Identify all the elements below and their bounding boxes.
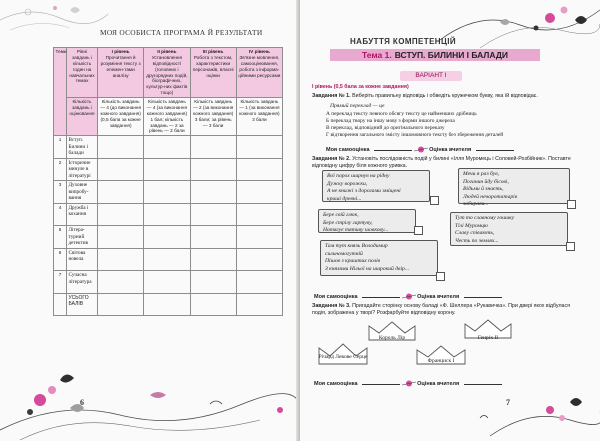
teacher-score-field[interactable]: [464, 297, 502, 298]
floral-ornament-top-left: [0, 0, 110, 45]
task1-option-b[interactable]: Б переклад твору на іншу мову з форми іншого джерела: [326, 118, 455, 124]
score-cell[interactable]: [98, 226, 144, 249]
score-cell[interactable]: [190, 158, 236, 181]
level-heading: I рівень (0,5 бала за кожне завдання): [312, 84, 409, 90]
table-row-total: [54, 293, 283, 316]
answer-box[interactable]: [566, 242, 575, 251]
table-row: [54, 158, 283, 181]
task3-text: Пригадайте сторінку основу баладі «Ф. Шеллера «Рукавичка». При двері якох відбулася подія, зображена у творі? Розфарбуйте відповідну корону.: [312, 303, 570, 316]
score-cell[interactable]: [98, 203, 144, 226]
table-row: [54, 136, 283, 159]
floral-ornament-bottom-left: [0, 360, 300, 441]
score-cell[interactable]: [98, 248, 144, 271]
score-cell[interactable]: [190, 203, 236, 226]
score-cell[interactable]: [190, 248, 236, 271]
score-cell[interactable]: [236, 248, 282, 271]
excerpt-scroll-4: Тут то славному гошику Тілі Муромцю Славу співають, Честь по землях...: [450, 212, 568, 246]
score-cell[interactable]: [144, 248, 190, 271]
col-tema-header: Теми: [54, 48, 67, 136]
excerpt-scroll-5: Там тут князь Володимир сильномогутній Пішов з криштих полів З князями Нільої на широкий двір...: [320, 240, 438, 276]
task1-option-a[interactable]: А переклад тексту певного обсягу тексту це найменших дрібниць: [326, 111, 477, 117]
score-cell[interactable]: [144, 136, 190, 159]
floral-ornament-bottom-right: [300, 388, 600, 441]
answer-box[interactable]: [567, 200, 576, 209]
row-topic: Історичне минуле в літературі: [67, 158, 98, 181]
score-cell[interactable]: [236, 226, 282, 249]
topic-title: ВСТУП. БИЛИНИ І БАЛАДИ: [394, 50, 509, 60]
left-page-header: МОЯ ОСОБИСТА ПРОГРАМА Й РЕЗУЛЬТАТИ: [100, 28, 263, 37]
row-topic: Світова новела: [67, 248, 98, 271]
row-number: 6: [54, 248, 67, 271]
self-score-field[interactable]: [362, 384, 400, 385]
level-3-count: Кількість завдань — 2 (за виконання кожного завдання) 3 бали; за рівень — 3 бали: [190, 98, 236, 136]
table-row: [54, 271, 283, 294]
score-cell[interactable]: [190, 181, 236, 204]
score-cell[interactable]: [144, 271, 190, 294]
score-cell[interactable]: [236, 181, 282, 204]
self-score-field[interactable]: [374, 150, 412, 151]
level-1-header: I рівень Прочитання й розуміння тексту з елемен-тами аналізу: [98, 48, 144, 98]
answer-box[interactable]: [430, 196, 439, 205]
row-number: 7: [54, 271, 67, 294]
score-cell[interactable]: [236, 203, 282, 226]
answer-box[interactable]: [436, 272, 445, 281]
right-page-header: НАБУТТЯ КОМПЕТЕНЦІЙ: [350, 37, 456, 46]
score-cell[interactable]: [190, 136, 236, 159]
score-cell[interactable]: [236, 136, 282, 159]
row-number: [54, 293, 67, 316]
row-number: 4: [54, 203, 67, 226]
task3-label: Завдання № 3.: [312, 303, 351, 309]
teacher-score-field[interactable]: [476, 150, 514, 151]
self-assessment-label: Моя самооцінка: [314, 293, 358, 300]
task1-question: Прямий переклад — це: [330, 103, 385, 109]
task1-instruction: [312, 93, 582, 100]
level-2-count: Кількість завдань — 4 (за виконання кожного завдання) 1 бал; кількість завдань — 2 за рівень — 2 бали: [144, 98, 190, 136]
score-cell[interactable]: [144, 226, 190, 249]
variant-badge: ВАРІАНТ І: [400, 71, 462, 81]
row-number: 3: [54, 181, 67, 204]
task3-instruction: [312, 303, 584, 317]
table-row: [54, 248, 283, 271]
self-assessment-label: Моя самооцінка: [314, 380, 358, 387]
score-cell[interactable]: [190, 271, 236, 294]
left-page-number: 6: [80, 398, 84, 407]
row-number: 2: [54, 158, 67, 181]
count-row-label: Кількість завдань і оцінювання: [67, 98, 98, 136]
answer-box[interactable]: [414, 226, 423, 235]
excerpt-scroll-2: Мечи я раз був, Поганин йду бісові, Відьми й знаєть, Людей нечаротатарів забирави...: [458, 168, 570, 204]
row-topic: Літера-турний детектив: [67, 226, 98, 249]
excerpt-scroll-3: Бере свій глюк, Бере стрілу гартуву, Натягує тятиву шовкову...: [318, 209, 416, 233]
score-cell[interactable]: [190, 226, 236, 249]
level-2-header: II рівень Установлення відповідності (головних і другорядних подій, біографічних, культур-них фактів тощо): [144, 48, 190, 98]
row-number: 1: [54, 136, 67, 159]
col-levels-header: Рівні завдань і кількість годин на навчальних темах: [67, 48, 98, 98]
task1-label: Завдання № 1.: [312, 93, 351, 99]
crown-label-richard: Річард Левове Серце: [318, 354, 368, 360]
task1-option-d[interactable]: Г відтворення загального змісту іншомовного тексту без збереження деталей: [326, 132, 504, 138]
row-topic: Вступ. Билини і балади: [67, 136, 98, 159]
crown-label-king-lear: Король Лір: [378, 335, 406, 341]
level-4-count: Кількість завдань — 1 (за виконання кожного завдання) 3 бали: [236, 98, 282, 136]
score-cell[interactable]: [98, 136, 144, 159]
flower-icon: [414, 145, 428, 154]
teacher-score-field[interactable]: [464, 384, 502, 385]
score-cell[interactable]: [98, 158, 144, 181]
topic-banner: [330, 49, 540, 61]
score-cell[interactable]: [236, 271, 282, 294]
score-cell[interactable]: [144, 181, 190, 204]
level-1-count: Кількість завдань — 4 (до виконання кожного завдання) (0,5 бала за кожне завдання): [98, 98, 144, 136]
score-cell[interactable]: [98, 271, 144, 294]
topic-label: Тема 1.: [361, 50, 392, 60]
task2-text: Установіть послідовність подій у билині «Ілля Муромець і Соловей-Розбійник». Поставте відповідну цифру біля кожного уривка.: [312, 156, 571, 169]
teacher-assessment-label: Оцінка вчителя: [429, 146, 472, 153]
self-assessment-row-2: [314, 292, 502, 301]
score-cell[interactable]: [144, 158, 190, 181]
right-page-number: 7: [506, 398, 510, 407]
row-topic: Духовне випробу-вання: [67, 181, 98, 204]
level-4-header: IV рівень Зв'язне мовлення, самооцінювання, робота з інформа-ційними ресурсами: [236, 48, 282, 98]
score-cell[interactable]: [236, 293, 282, 316]
teacher-assessment-label: Оцінка вчителя: [417, 380, 460, 387]
row-number: 5: [54, 226, 67, 249]
teacher-assessment-label: Оцінка вчителя: [417, 293, 460, 300]
self-score-field[interactable]: [362, 297, 400, 298]
score-cell[interactable]: [98, 181, 144, 204]
row-topic: Сучасна література: [67, 271, 98, 294]
program-results-table: [53, 47, 283, 316]
row-topic-total: УСЬОГО БАЛІВ: [67, 293, 98, 316]
self-assessment-row-1: [326, 145, 514, 154]
self-assessment-label: Моя самооцінка: [326, 146, 370, 153]
task1-option-c[interactable]: В переклад, відповідний до оригінального переказу: [326, 125, 445, 131]
table-row: [54, 181, 283, 204]
score-cell[interactable]: [144, 293, 190, 316]
crown-label-francis-i: Франциск I: [427, 358, 455, 364]
level-3-header: III рівень Робота з текстом, характеристики персонажів, власні оцінки: [190, 48, 236, 98]
excerpt-scroll-1: Вої порох ширнув на рідну Дужку ворожки, А не книжі з дорогами зміщені криші древні...: [322, 170, 430, 202]
task1-text: Виберіть правильну відповідь і обведіть кружечком букву, яка їй відповідає.: [352, 93, 538, 99]
table-row: [54, 203, 283, 226]
crown-label-henry-ii: Генріх II: [477, 335, 499, 341]
flower-icon: [402, 379, 416, 388]
score-cell[interactable]: [144, 203, 190, 226]
row-topic: Дружба і кохання: [67, 203, 98, 226]
task2-label: Завдання № 2.: [312, 156, 351, 162]
floral-ornament-top-right: [440, 0, 600, 50]
self-assessment-row-3: [314, 379, 502, 388]
score-cell[interactable]: [236, 158, 282, 181]
table-row: [54, 226, 283, 249]
score-cell[interactable]: [98, 293, 144, 316]
score-cell[interactable]: [190, 293, 236, 316]
flower-icon: [402, 292, 416, 301]
